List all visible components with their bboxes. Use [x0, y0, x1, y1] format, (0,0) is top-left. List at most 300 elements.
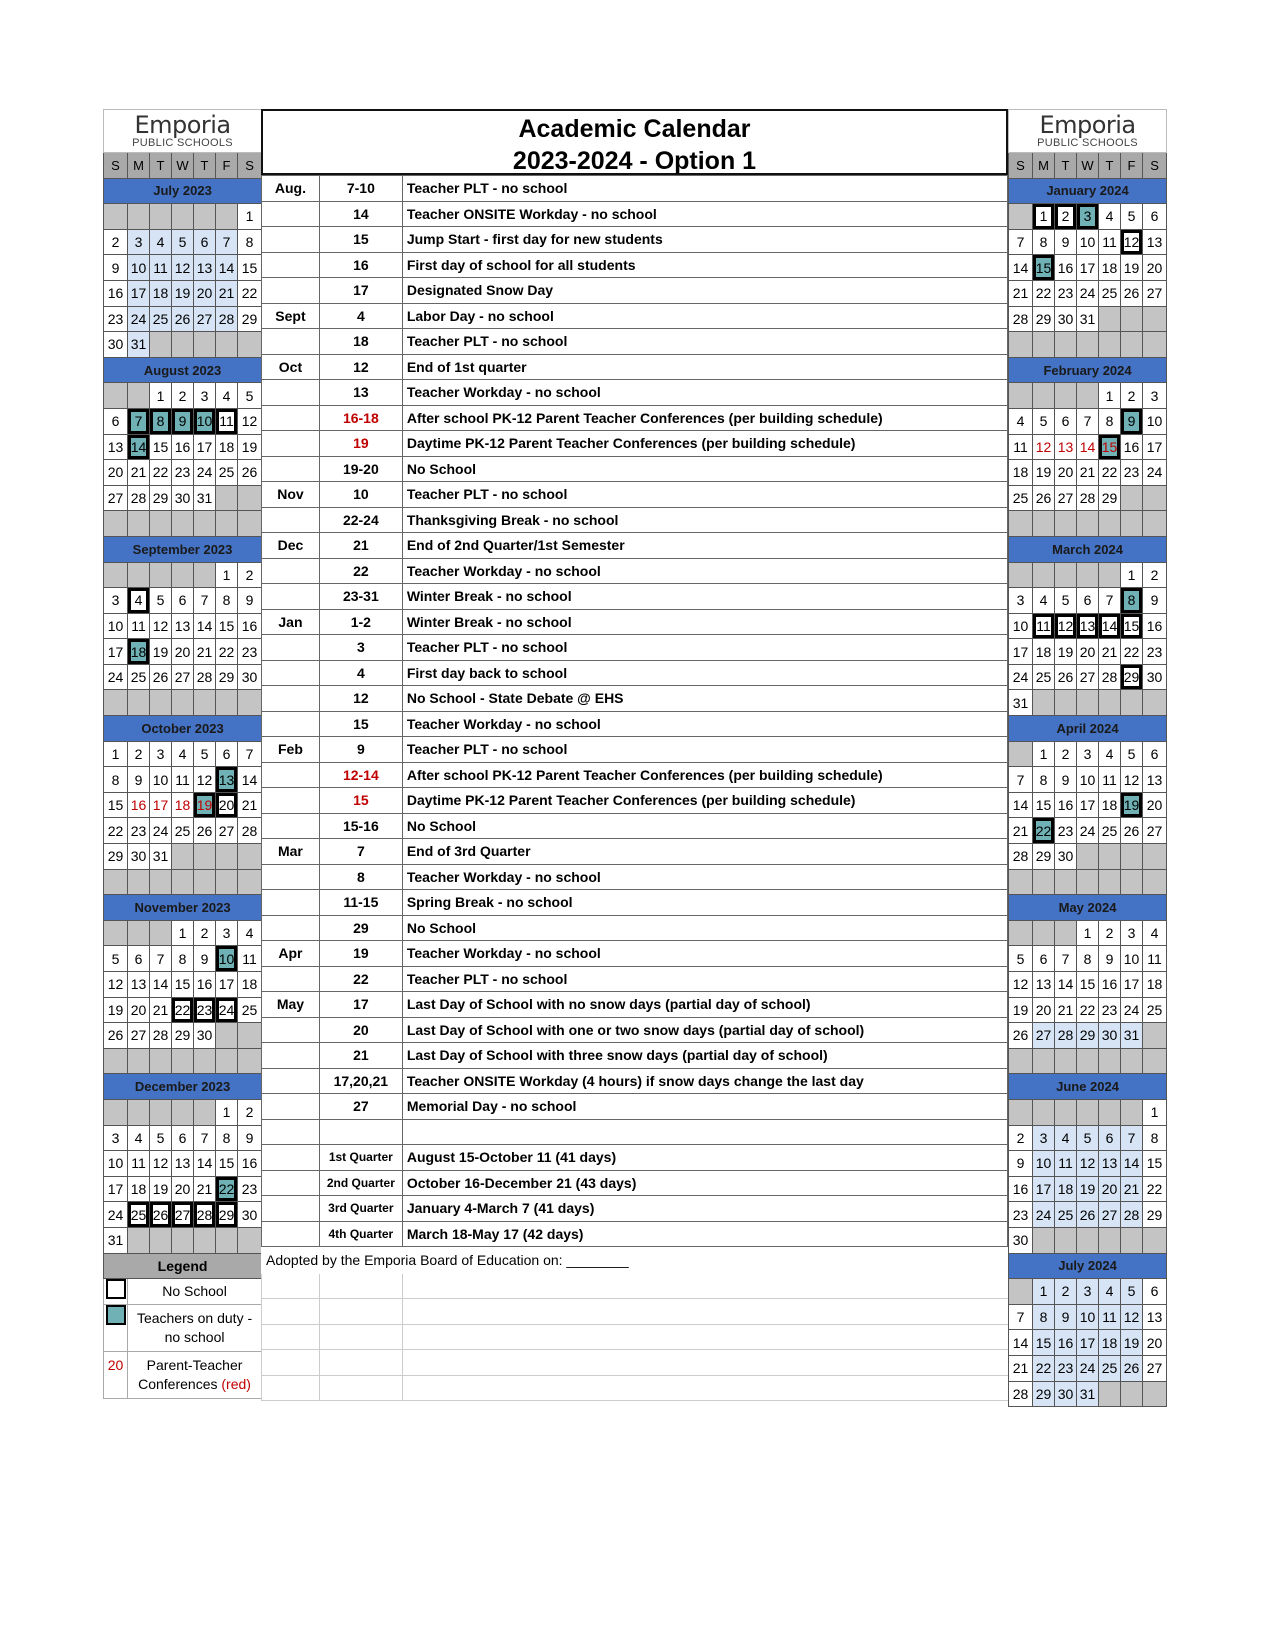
event-description: Teacher PLT - no school	[402, 737, 1007, 763]
event-row	[262, 1221, 1008, 1247]
week-row	[104, 204, 262, 230]
calendar-day: 1	[216, 562, 238, 588]
empty-day	[1143, 1227, 1167, 1253]
calendar-day: 29	[1077, 1023, 1099, 1049]
weekday-label: S	[238, 153, 262, 179]
blank-row	[262, 1350, 1009, 1376]
calendar-day: 29	[1143, 1202, 1167, 1228]
week-row	[1009, 869, 1167, 895]
calendar-day: 27	[1033, 1023, 1055, 1049]
empty-day	[238, 1048, 262, 1074]
calendar-day: 7	[1099, 588, 1121, 614]
calendar-day: 5	[194, 741, 216, 767]
calendar-day: 12	[1121, 767, 1143, 793]
calendar-day: 31	[1077, 1381, 1099, 1407]
empty-day	[194, 690, 216, 716]
weekday-label: M	[1033, 153, 1055, 179]
empty-day	[150, 869, 172, 895]
calendar-day: 3	[1077, 1279, 1099, 1305]
empty-day	[1099, 332, 1121, 358]
week-row	[1009, 434, 1167, 460]
event-month	[262, 329, 320, 355]
calendar-day: 14	[1055, 972, 1077, 998]
month-name: May 2024	[1009, 895, 1167, 921]
calendar-day: 26	[1121, 280, 1143, 306]
blank-cell	[403, 1273, 1009, 1299]
event-description: Teacher PLT - no school	[402, 635, 1007, 661]
empty-day	[128, 920, 150, 946]
calendar-day: 18	[238, 972, 262, 998]
month-header-row	[104, 716, 262, 742]
event-month	[262, 252, 320, 278]
week-row	[1009, 613, 1167, 639]
event-month	[262, 405, 320, 431]
event-description: After school PK-12 Parent Teacher Conferences (per building schedule)	[402, 762, 1007, 788]
week-row	[104, 1125, 262, 1151]
event-row	[262, 227, 1008, 253]
calendar-day: 28	[194, 664, 216, 690]
empty-day	[1055, 511, 1077, 537]
week-row	[1009, 639, 1167, 665]
event-date: 16	[319, 252, 402, 278]
calendar-day: 23	[1055, 1355, 1077, 1381]
calendar-day: 26	[238, 460, 262, 486]
blank-row	[262, 1299, 1009, 1325]
calendar-day: 17	[128, 280, 150, 306]
calendar-day: 9	[1055, 767, 1077, 793]
month-name: January 2024	[1009, 178, 1167, 204]
calendar-day: 17	[1077, 792, 1099, 818]
empty-day	[216, 1048, 238, 1074]
blank-cell	[320, 1324, 403, 1350]
empty-day	[1033, 383, 1055, 409]
event-date: 29	[319, 915, 402, 941]
event-date: 15-16	[319, 813, 402, 839]
calendar-day: 27	[172, 664, 194, 690]
week-row	[104, 280, 262, 306]
calendar-day: 10	[1077, 229, 1099, 255]
blank-cell	[262, 1350, 320, 1376]
week-row	[1009, 1304, 1167, 1330]
calendar-day: 18	[1009, 460, 1033, 486]
calendar-day: 10	[104, 613, 128, 639]
event-month	[262, 1221, 320, 1247]
empty-day	[1009, 332, 1033, 358]
calendar-day: 15	[1099, 434, 1121, 460]
calendar-day: 7	[1055, 946, 1077, 972]
empty-day	[104, 1099, 128, 1125]
calendar-day: 30	[238, 1202, 262, 1228]
calendar-day: 22	[216, 1176, 238, 1202]
calendar-day: 3	[104, 588, 128, 614]
calendar-day: 30	[1099, 1023, 1121, 1049]
event-row	[262, 431, 1008, 457]
event-description: No School	[402, 456, 1007, 482]
event-row	[262, 915, 1008, 941]
calendar-day: 10	[1009, 613, 1033, 639]
blank-cell	[403, 1299, 1009, 1325]
empty-day	[1143, 511, 1167, 537]
empty-day	[172, 844, 194, 870]
event-month: Mar	[262, 839, 320, 865]
event-date: 19	[319, 941, 402, 967]
calendar-day: 13	[1077, 613, 1099, 639]
week-row	[104, 613, 262, 639]
calendar-day: 20	[1077, 639, 1099, 665]
calendar-day: 5	[1121, 1279, 1143, 1305]
logo-wordmark: Emporia	[134, 111, 231, 139]
event-row	[262, 380, 1008, 406]
event-date: 7-10	[319, 176, 402, 202]
week-row	[104, 818, 262, 844]
empty-day	[1143, 1381, 1167, 1407]
calendar-day: 22	[238, 280, 262, 306]
calendar-day: 9	[104, 255, 128, 281]
calendar-day: 20	[194, 280, 216, 306]
calendar-day: 28	[1099, 664, 1121, 690]
empty-day	[1121, 306, 1143, 332]
week-row	[1009, 511, 1167, 537]
event-description: Teacher Workday - no school	[402, 558, 1007, 584]
calendar-day: 24	[1033, 1202, 1055, 1228]
event-date: 1-2	[319, 609, 402, 635]
event-row	[262, 533, 1008, 559]
empty-day	[194, 1048, 216, 1074]
calendar-day: 27	[1143, 280, 1167, 306]
logo-wordmark: Emporia	[1039, 111, 1136, 139]
calendar-day: 15	[1121, 613, 1143, 639]
blank-cell	[320, 1375, 403, 1401]
event-row	[262, 864, 1008, 890]
logo-row	[1009, 110, 1167, 153]
empty-day	[1099, 511, 1121, 537]
calendar-day: 22	[150, 460, 172, 486]
calendar-day: 30	[104, 332, 128, 358]
event-date: 19	[319, 431, 402, 457]
empty-day	[1077, 844, 1099, 870]
event-description: Teacher Workday - no school	[402, 380, 1007, 406]
calendar-day: 30	[194, 1023, 216, 1049]
event-month	[262, 1068, 320, 1094]
calendar-day: 29	[216, 1202, 238, 1228]
empty-day	[238, 485, 262, 511]
calendar-day: 28	[150, 1023, 172, 1049]
calendar-day: 18	[1143, 972, 1167, 998]
calendar-day: 21	[194, 1176, 216, 1202]
event-description: Teacher ONSITE Workday (4 hours) if snow days change the last day	[402, 1068, 1007, 1094]
empty-day	[1121, 332, 1143, 358]
calendar-day: 27	[1143, 1355, 1167, 1381]
calendar-day: 28	[1121, 1202, 1143, 1228]
week-row	[104, 434, 262, 460]
calendar-day: 25	[1143, 997, 1167, 1023]
calendar-day: 16	[1055, 1330, 1077, 1356]
calendar-day: 24	[1077, 818, 1099, 844]
empty-day	[172, 869, 194, 895]
empty-day	[238, 1023, 262, 1049]
event-row	[262, 635, 1008, 661]
week-row	[104, 562, 262, 588]
calendar-day: 11	[1033, 613, 1055, 639]
weekday-label: W	[172, 153, 194, 179]
event-row	[262, 201, 1008, 227]
calendar-day: 11	[1099, 229, 1121, 255]
event-description: Teacher PLT - no school	[402, 176, 1007, 202]
month-name: March 2024	[1009, 536, 1167, 562]
calendar-day: 17	[194, 434, 216, 460]
calendar-day: 8	[104, 767, 128, 793]
calendar-day: 17	[1143, 434, 1167, 460]
calendar-day: 26	[150, 664, 172, 690]
calendar-day: 19	[1055, 639, 1077, 665]
calendar-day: 30	[1009, 1227, 1033, 1253]
calendar-day: 18	[128, 1176, 150, 1202]
calendar-day: 21	[1077, 460, 1099, 486]
week-row	[1009, 562, 1167, 588]
calendar-day: 17	[150, 792, 172, 818]
events-column	[261, 109, 1008, 1371]
week-row	[1009, 229, 1167, 255]
empty-day	[1077, 1099, 1099, 1125]
empty-day	[238, 869, 262, 895]
calendar-day: 23	[172, 460, 194, 486]
empty-day	[150, 1227, 172, 1253]
calendar-day: 13	[104, 434, 128, 460]
calendar-day: 20	[1033, 997, 1055, 1023]
calendar-day: 16	[1009, 1176, 1033, 1202]
empty-day	[216, 332, 238, 358]
legend-row-teachers	[104, 1305, 262, 1352]
calendar-day: 14	[1099, 613, 1121, 639]
calendar-day: 20	[128, 997, 150, 1023]
calendar-day: 5	[1077, 1125, 1099, 1151]
empty-day	[216, 1227, 238, 1253]
calendar-day: 24	[1077, 280, 1099, 306]
empty-day	[194, 332, 216, 358]
calendar-day: 21	[1121, 1176, 1143, 1202]
blank-row	[262, 1273, 1009, 1299]
calendar-day: 20	[172, 1176, 194, 1202]
empty-day	[1143, 306, 1167, 332]
calendar-day: 25	[128, 664, 150, 690]
calendar-day: 9	[1121, 408, 1143, 434]
empty-day	[104, 920, 128, 946]
calendar-day: 26	[1077, 1202, 1099, 1228]
calendar-day: 6	[194, 229, 216, 255]
calendar-day: 27	[194, 306, 216, 332]
calendar-day: 3	[194, 383, 216, 409]
blank-cell	[262, 1299, 320, 1325]
calendar-day: 29	[238, 306, 262, 332]
week-row	[1009, 1099, 1167, 1125]
blank-cell	[320, 1273, 403, 1299]
week-row	[104, 1099, 262, 1125]
event-description: March 18-May 17 (42 days)	[402, 1221, 1007, 1247]
week-row	[104, 844, 262, 870]
calendar-day: 15	[150, 434, 172, 460]
empty-day	[1009, 383, 1033, 409]
calendar-day: 22	[104, 818, 128, 844]
calendar-day: 21	[128, 460, 150, 486]
calendar-day: 24	[1077, 1355, 1099, 1381]
calendar-day: 25	[1099, 818, 1121, 844]
calendar-day: 16	[238, 1151, 262, 1177]
calendar-day: 16	[1055, 792, 1077, 818]
weekday-label: W	[1077, 153, 1099, 179]
empty-day	[172, 332, 194, 358]
calendar-day: 21	[150, 997, 172, 1023]
weekday-label: S	[104, 153, 128, 179]
event-description: Daytime PK-12 Parent Teacher Conferences (per building schedule)	[402, 431, 1007, 457]
event-row	[262, 686, 1008, 712]
calendar-day: 27	[1055, 485, 1077, 511]
event-month	[262, 584, 320, 610]
week-row	[1009, 1176, 1167, 1202]
calendar-day: 8	[216, 1125, 238, 1151]
calendar-day: 14	[1077, 434, 1099, 460]
week-row	[1009, 792, 1167, 818]
empty-day	[216, 204, 238, 230]
empty-day	[216, 1023, 238, 1049]
calendar-day: 19	[172, 280, 194, 306]
empty-day	[1033, 1048, 1055, 1074]
adoption-statement: Adopted by the Emporia Board of Education on: ________	[262, 1248, 1009, 1274]
week-row	[1009, 255, 1167, 281]
calendar-day: 19	[1009, 997, 1033, 1023]
calendar-day: 5	[150, 588, 172, 614]
week-row	[104, 511, 262, 537]
calendar-day: 9	[1143, 588, 1167, 614]
empty-day	[172, 1227, 194, 1253]
calendar-day: 8	[1033, 229, 1055, 255]
calendar-day: 1	[216, 1099, 238, 1125]
event-row	[262, 941, 1008, 967]
calendar-day: 28	[216, 306, 238, 332]
calendar-day: 9	[238, 588, 262, 614]
calendar-day: 3	[1077, 741, 1099, 767]
calendar-day: 27	[128, 1023, 150, 1049]
empty-day	[1077, 511, 1099, 537]
calendar-day: 14	[150, 972, 172, 998]
calendar-day: 6	[172, 588, 194, 614]
calendar-day: 23	[104, 306, 128, 332]
calendar-day: 11	[216, 408, 238, 434]
empty-day	[104, 869, 128, 895]
calendar-day: 18	[1099, 792, 1121, 818]
empty-day	[1121, 1099, 1143, 1125]
calendar-day: 25	[1055, 1202, 1077, 1228]
logo-subtitle: PUBLIC SCHOOLS	[132, 137, 233, 149]
blank-cell	[403, 1375, 1009, 1401]
calendar-day: 18	[1033, 639, 1055, 665]
calendar-day: 20	[1099, 1176, 1121, 1202]
week-row	[104, 460, 262, 486]
event-description: Labor Day - no school	[402, 303, 1007, 329]
calendar-day: 18	[216, 434, 238, 460]
empty-day	[104, 1048, 128, 1074]
month-header-row	[104, 1074, 262, 1100]
calendar-day: 13	[1099, 1151, 1121, 1177]
calendar-day: 26	[194, 818, 216, 844]
empty-day	[150, 511, 172, 537]
week-row	[104, 588, 262, 614]
calendar-day: 6	[1143, 741, 1167, 767]
event-description: January 4-March 7 (41 days)	[402, 1196, 1007, 1222]
week-row	[1009, 306, 1167, 332]
legend-pt-sample: 20	[104, 1352, 128, 1399]
weekday-label: F	[1121, 153, 1143, 179]
calendar-day: 16	[1099, 972, 1121, 998]
event-description: Spring Break - no school	[402, 890, 1007, 916]
empty-day	[194, 562, 216, 588]
calendar-day: 13	[216, 767, 238, 793]
calendar-day: 3	[150, 741, 172, 767]
calendar-day: 15	[216, 613, 238, 639]
event-date: 4	[319, 660, 402, 686]
calendar-day: 14	[1121, 1151, 1143, 1177]
week-row	[1009, 1023, 1167, 1049]
calendar-day: 19	[1033, 460, 1055, 486]
event-row	[262, 813, 1008, 839]
calendar-day: 13	[1033, 972, 1055, 998]
calendar-day: 15	[1143, 1151, 1167, 1177]
empty-day	[1121, 690, 1143, 716]
calendar-day: 13	[1143, 767, 1167, 793]
empty-day	[1099, 869, 1121, 895]
calendar-day: 23	[1143, 639, 1167, 665]
week-row	[104, 229, 262, 255]
calendar-day: 8	[172, 946, 194, 972]
calendar-day: 23	[1055, 818, 1077, 844]
event-row	[262, 278, 1008, 304]
calendar-day: 17	[1033, 1176, 1055, 1202]
event-month	[262, 380, 320, 406]
calendar-day: 2	[238, 562, 262, 588]
event-description: October 16-December 21 (43 days)	[402, 1170, 1007, 1196]
calendar-day: 10	[1033, 1151, 1055, 1177]
event-month	[262, 915, 320, 941]
calendar-day: 26	[104, 1023, 128, 1049]
calendar-day: 20	[172, 639, 194, 665]
event-month	[262, 1196, 320, 1222]
calendar-day: 15	[1033, 792, 1055, 818]
empty-day	[194, 1099, 216, 1125]
blank-cell	[403, 1324, 1009, 1350]
calendar-day: 6	[104, 408, 128, 434]
week-row	[1009, 844, 1167, 870]
calendar-day: 15	[238, 255, 262, 281]
event-month	[262, 711, 320, 737]
calendar-day: 31	[150, 844, 172, 870]
week-row	[104, 1202, 262, 1228]
empty-day	[1121, 869, 1143, 895]
calendar-day: 19	[238, 434, 262, 460]
empty-day	[128, 1048, 150, 1074]
calendar-day: 1	[1121, 562, 1143, 588]
empty-day	[1121, 1048, 1143, 1074]
calendar-day: 4	[216, 383, 238, 409]
empty-day	[1077, 869, 1099, 895]
calendar-day: 2	[238, 1099, 262, 1125]
event-description: No School	[402, 915, 1007, 941]
calendar-day: 22	[1121, 639, 1143, 665]
event-month: Sept	[262, 303, 320, 329]
calendar-day: 24	[104, 1202, 128, 1228]
week-row	[1009, 280, 1167, 306]
empty-day	[1055, 920, 1077, 946]
empty-day	[238, 690, 262, 716]
event-row	[262, 890, 1008, 916]
